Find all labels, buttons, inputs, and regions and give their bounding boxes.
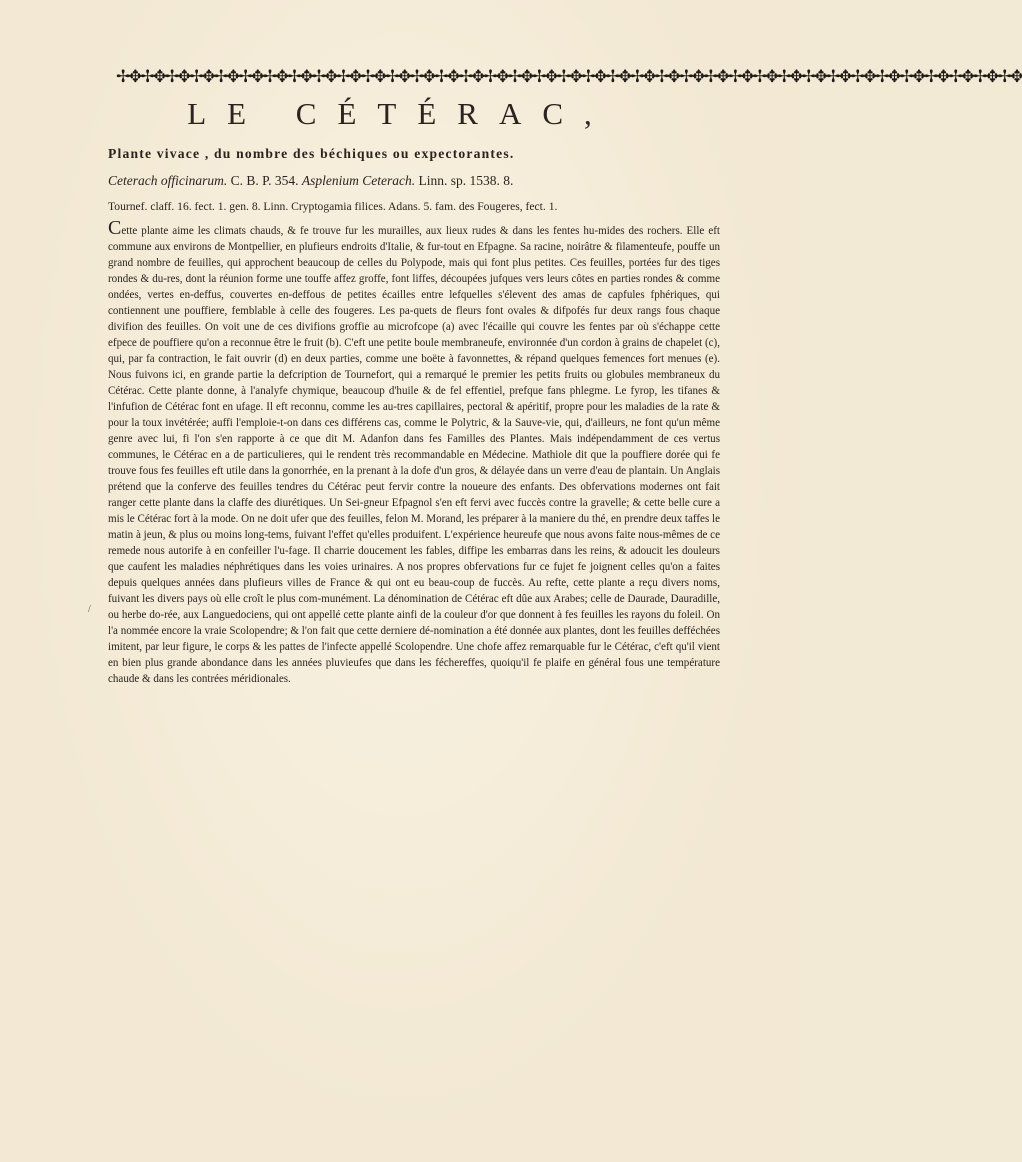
body-text: ette plante aime les climats chauds, & fe trouve fur les murailles, aux lieux rudes & dans les fentes hu-mides des rochers. Elle eft commune aux environs de Montpellier, en plufieurs endroits d'Italie, & fur-tout en Efpagne. Sa racine, noirâtre & filamenteufe, pouffe un grand nombre de feuilles, qui approchent beaucoup de celles du Polypode, mais qui font plus petites. Ces feuilles, portées fur des tiges rondes & du-res, dont la réunion forme une touffe affez groffe, font liffes, découpées jufques vers leurs côtes en parties rondes & comme ondées, vertes en-deffus, couvertes en-deffous de petites écailles entre lefquelles s'élevent des amas de capfules fphériques, qui contiennent une pouffiere, femblable à celle des fougeres. Les pa-quets de fleurs font ovales & difpofés fur deux rangs fous chaque divifion des feuilles. On voit une de ces divifions groffie au microfcope (a) avec l'écaille qui couvre les fentes par où s'échappe cette efpece de pouffiere qu'on a reconnue être le fruit (b). C'eft une petite boule membraneufe, environnée d'un cordon à grains de chapelet (c), qui, par fa contraction, le fait ouvrir (d) en deux parties, comme une boëte à favonnettes, & répand quelques femences fort menues (e). Nous fuivons ici, en grande partie la defcription de Tournefort, qui a remarqué le premier les petits fruits ou globules membraneux du Cétérac. Cette plante donne, à l'analyfe chymique, beaucoup d'huile & de fel effentiel, prefque fans phlegme. Le fyrop, les tifanes & l'infufion de Cétérac font en ufage. Il eft reconnu, comme les au-tres capillaires, pectoral & apéritif, propre pour les maladies de la rate & pour la toux invétérée; auffi l'emploie-t-on dans ces différens cas, comme le Polytric, & la Sauve-vie, qui, d'ailleurs, ne font qu'un même genre avec lui, fi l'on s'en rapporte à ce que dit M. Adanfon dans fes Familles des Plantes. Mais indépendamment de ces vertus communes, le Cétérac en a de particulieres, qui le rendent très recommandable en Médecine. Mathiole dit que la pouffiere dorée qui fe trouve fous fes feuilles eft utile dans la gonorrhée, en la prenant à la dofe d'un gros, & délayée dans un verre d'eau de plantain. Un Anglais prétend que la conferve des feuilles tendres du Cétérac peut fervir contre la noueure des enfants. Des obfervations modernes ont fait ranger cette plante dans la claffe des diurétiques. Un Sei-gneur Efpagnol s'en eft fervi avec fuccès contre la gravelle; & cette belle cure a mis le Cétérac fort à la mode. On ne doit ufer que des feuilles, felon M. Morand, les préparer à la maniere du thé, en prendre deux taffes le matin à jeun, & plus ou moins long-tems, fuivant l'effet qu'elles produifent. L'expérience heureufe que nous avons faite nous-mêmes de ce remede nous autorife à en confeiller l'u-fage. Il charrie doucement les fables, diffipe les embarras dans les reins, & adoucit les douleurs que caufent les maladies néphrétiques dans les voies urinaires. A nos propres obfervations fur ce fujet fe joignent celles qu'on a faites depuis quelques années dans plufieurs villes de France & qui ont eu beau-coup de fuccès. Au refte, cette plante a reçu divers noms, fuivant les divers pays où elle croît le plus com-munément. La dénomination de Cétérac eft dûe aux Arabes; celle de Daurade, Dauradille, ou herbe do-rée, aux Languedociens, qui ont appellé cette plante ainfi de la couleur d'or que donnent à fes feuilles les rayons du foleil. On l'a nommée encore la vraie Scolopendre; & l'on fait que cette derniere dé-nomination a été donnée aux plantes, dont les feuilles defféchées imitent, par leur figure, le corps & les pattes de l'infecte appellé Scolopendre. Une chofe affez remarquable fur le Cétérac, c'eft qu'il vient en bien plus grande abondance dans les années pluvieufes que dans les féchereffes, quoiqu'il fe plaife en général fous une température chaude & dans les contrées méridionales. — [108, 225, 720, 685]
decorative-border-ornament: ✢✥✢✥✢✥✢✥✢✥✢✥✢✥✢✥✢✥✢✥✢✥✢✥✢✥✢✥✢✥✢✥✢✥✢✥✢✥✢✥✢✥✢✥✢✥✢✥✢✥✢✥✢✥✢✥✢✥✢✥✢✥✢✥✢✥✢✥✢✥✢✥✢✥ — [116, 67, 1022, 87]
margin-mark: / — [88, 604, 91, 615]
plant-subtitle: Plante vivace , du nombre des béchiques ou expectorantes. — [108, 146, 515, 161]
botanical-synonyms — [108, 173, 718, 189]
synonym-ref-linn: Linn. sp. 1538. 8. — [415, 173, 514, 188]
page-title: LE CÉTÉRAC, — [187, 96, 613, 131]
drop-cap: C — [108, 217, 122, 239]
body-paragraph — [108, 217, 720, 687]
synonym-asplenium: Asplenium Ceterach. — [301, 173, 416, 188]
synonym-ceterach: Ceterach officinarum. — [108, 173, 228, 188]
synonym-ref-cbp: C. B. P. 354. — [227, 173, 302, 188]
classification-references: Tournef. claff. 16. fect. 1. gen. 8. Linn. Cryptogamia filices. Adans. 5. fam. des Fougeres, fect. 1. — [108, 200, 558, 213]
